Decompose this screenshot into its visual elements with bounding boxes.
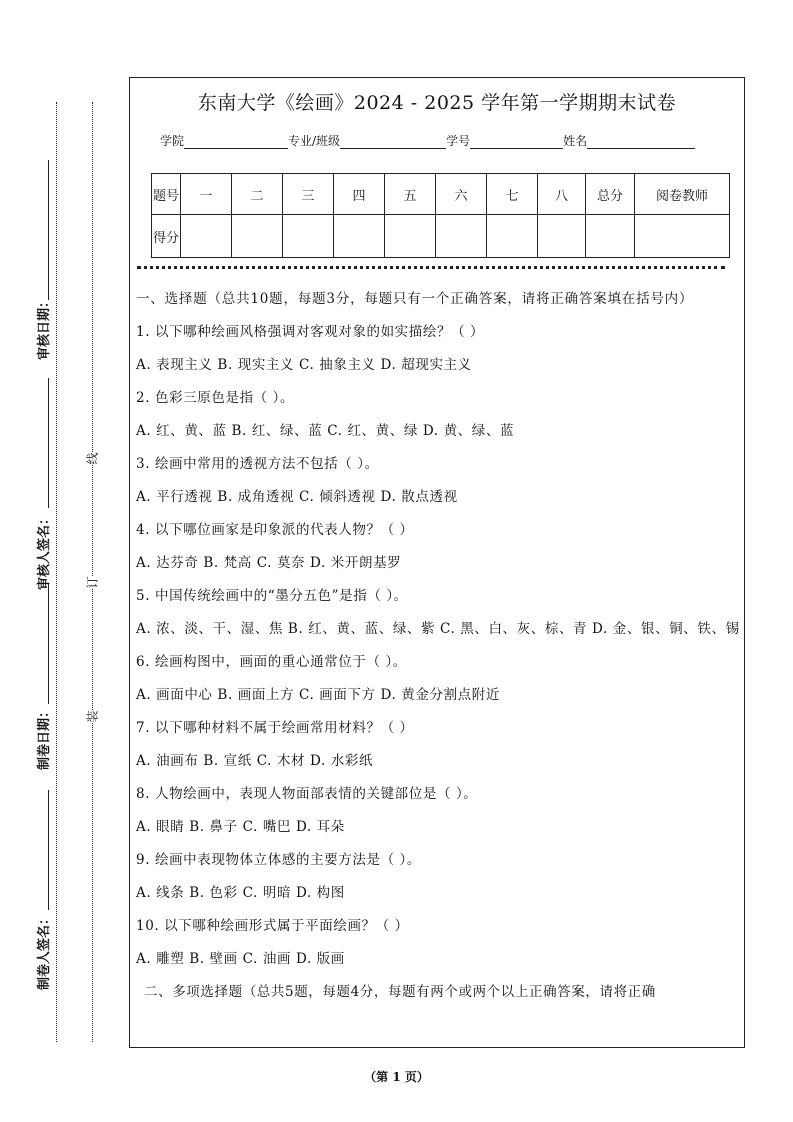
score-cell[interactable] [436, 215, 487, 258]
binding-mark-line: 线 [85, 452, 100, 465]
section-2-heading: 二、多项选择题（总共5题，每题4分，每题有两个或两个以上正确答案，请将正确 [144, 984, 656, 1000]
header-cell: 阅卷教师 [635, 174, 730, 215]
question-text: 5. 中国传统绘画中的“墨分五色”是指（ ）。 [136, 588, 408, 604]
reviewer-sign-label: 审核人签名： [37, 511, 52, 590]
question-text: 2. 色彩三原色是指（ ）。 [136, 390, 295, 406]
section-1-heading: 一、选择题（总共10题，每题3分，每题只有一个正确答案，请将正确答案填在括号内） [136, 291, 694, 307]
question-options: A. 达芬奇 B. 梵高 C. 莫奈 D. 米开朗基罗 [136, 555, 402, 571]
question-text: 6. 绘画构图中，画面的重心通常位于（ ）。 [136, 654, 407, 670]
question-options: A. 浓、淡、干、湿、焦 B. 红、黄、蓝、绿、紫 C. 黑、白、灰、棕、青 D. 金、银、铜、铁、锡 [136, 621, 740, 637]
binding-line-left [56, 102, 57, 1042]
header-cell: 题号 [152, 174, 181, 215]
question-text: 7. 以下哪种材料不属于绘画常用材料？（ ） [136, 720, 414, 736]
major-field[interactable] [340, 135, 446, 149]
question-options: A. 平行透视 B. 成角透视 C. 倾斜透视 D. 散点透视 [136, 489, 458, 505]
question-text: 3. 绘画中常用的透视方法不包括（ ）。 [136, 456, 379, 472]
question-text: 9. 绘画中表现物体立体感的主要方法是（ ）。 [136, 852, 422, 868]
student-info-row [160, 132, 720, 149]
question-body [136, 288, 740, 1014]
review-date-field[interactable] [34, 160, 49, 300]
make-date-field[interactable] [34, 584, 49, 704]
page-number: （第 1 页） [364, 1070, 429, 1084]
maker-sign-field[interactable] [34, 790, 49, 910]
college-field[interactable] [184, 135, 288, 149]
score-cell[interactable] [181, 215, 232, 258]
binding-mark-seal: 装 [85, 710, 100, 723]
header-cell: 六 [436, 174, 487, 215]
student-id-label: 学号 [446, 134, 471, 148]
question-options: A. 红、黄、蓝 B. 红、绿、蓝 C. 红、黄、绿 D. 黄、绿、蓝 [136, 423, 515, 439]
question-text: 10. 以下哪种绘画形式属于平面绘画？（ ） [136, 918, 409, 934]
question-text: 1. 以下哪种绘画风格强调对客观对象的如实描绘？（ ） [136, 324, 485, 340]
separator-line [137, 266, 725, 269]
header-cell: 四 [334, 174, 385, 215]
question-options: A. 眼睛 B. 鼻子 C. 嘴巴 D. 耳朵 [136, 819, 345, 835]
question-options: A. 画面中心 B. 画面上方 C. 画面下方 D. 黄金分割点附近 [136, 687, 500, 703]
maker-sign-label: 制卷人签名： [37, 911, 52, 990]
binding-line-right [92, 102, 93, 1042]
question-options: A. 油画布 B. 宣纸 C. 木材 D. 水彩纸 [136, 753, 374, 769]
review-date-label: 审核日期： [37, 294, 52, 360]
score-table [151, 173, 730, 258]
reviewer-sign-field[interactable] [34, 378, 49, 508]
score-cell[interactable] [635, 215, 730, 258]
question-options: A. 表现主义 B. 现实主义 C. 抽象主义 D. 超现实主义 [136, 357, 472, 373]
binding-mark-bind: 订 [85, 576, 100, 589]
score-cell[interactable] [334, 215, 385, 258]
score-cell[interactable] [232, 215, 283, 258]
question-text: 4. 以下哪位画家是印象派的代表人物？（ ） [136, 522, 414, 538]
score-cell[interactable] [487, 215, 538, 258]
score-row-label: 得分 [152, 215, 181, 258]
student-id-field[interactable] [470, 135, 563, 149]
header-cell: 八 [538, 174, 586, 215]
question-options: A. 雕塑 B. 壁画 C. 油画 D. 版画 [136, 951, 345, 967]
exam-title: 东南大学《绘画》2024 - 2025 学年第一学期期末试卷 [197, 92, 677, 114]
header-cell: 二 [232, 174, 283, 215]
college-label: 学院 [160, 134, 185, 148]
name-label: 姓名 [563, 134, 588, 148]
header-cell: 五 [385, 174, 436, 215]
header-cell: 三 [283, 174, 334, 215]
score-cell[interactable] [283, 215, 334, 258]
make-date-label: 制卷日期： [37, 704, 52, 770]
score-cell[interactable] [385, 215, 436, 258]
header-cell: 七 [487, 174, 538, 215]
score-cell[interactable] [586, 215, 635, 258]
header-cell: 一 [181, 174, 232, 215]
question-options: A. 线条 B. 色彩 C. 明暗 D. 构图 [136, 885, 345, 901]
question-text: 8. 人物绘画中，表现人物面部表情的关键部位是（ ）。 [136, 786, 478, 802]
name-field[interactable] [587, 135, 695, 149]
score-cell[interactable] [538, 215, 586, 258]
header-cell: 总分 [586, 174, 635, 215]
major-label: 专业/班级 [288, 134, 341, 148]
